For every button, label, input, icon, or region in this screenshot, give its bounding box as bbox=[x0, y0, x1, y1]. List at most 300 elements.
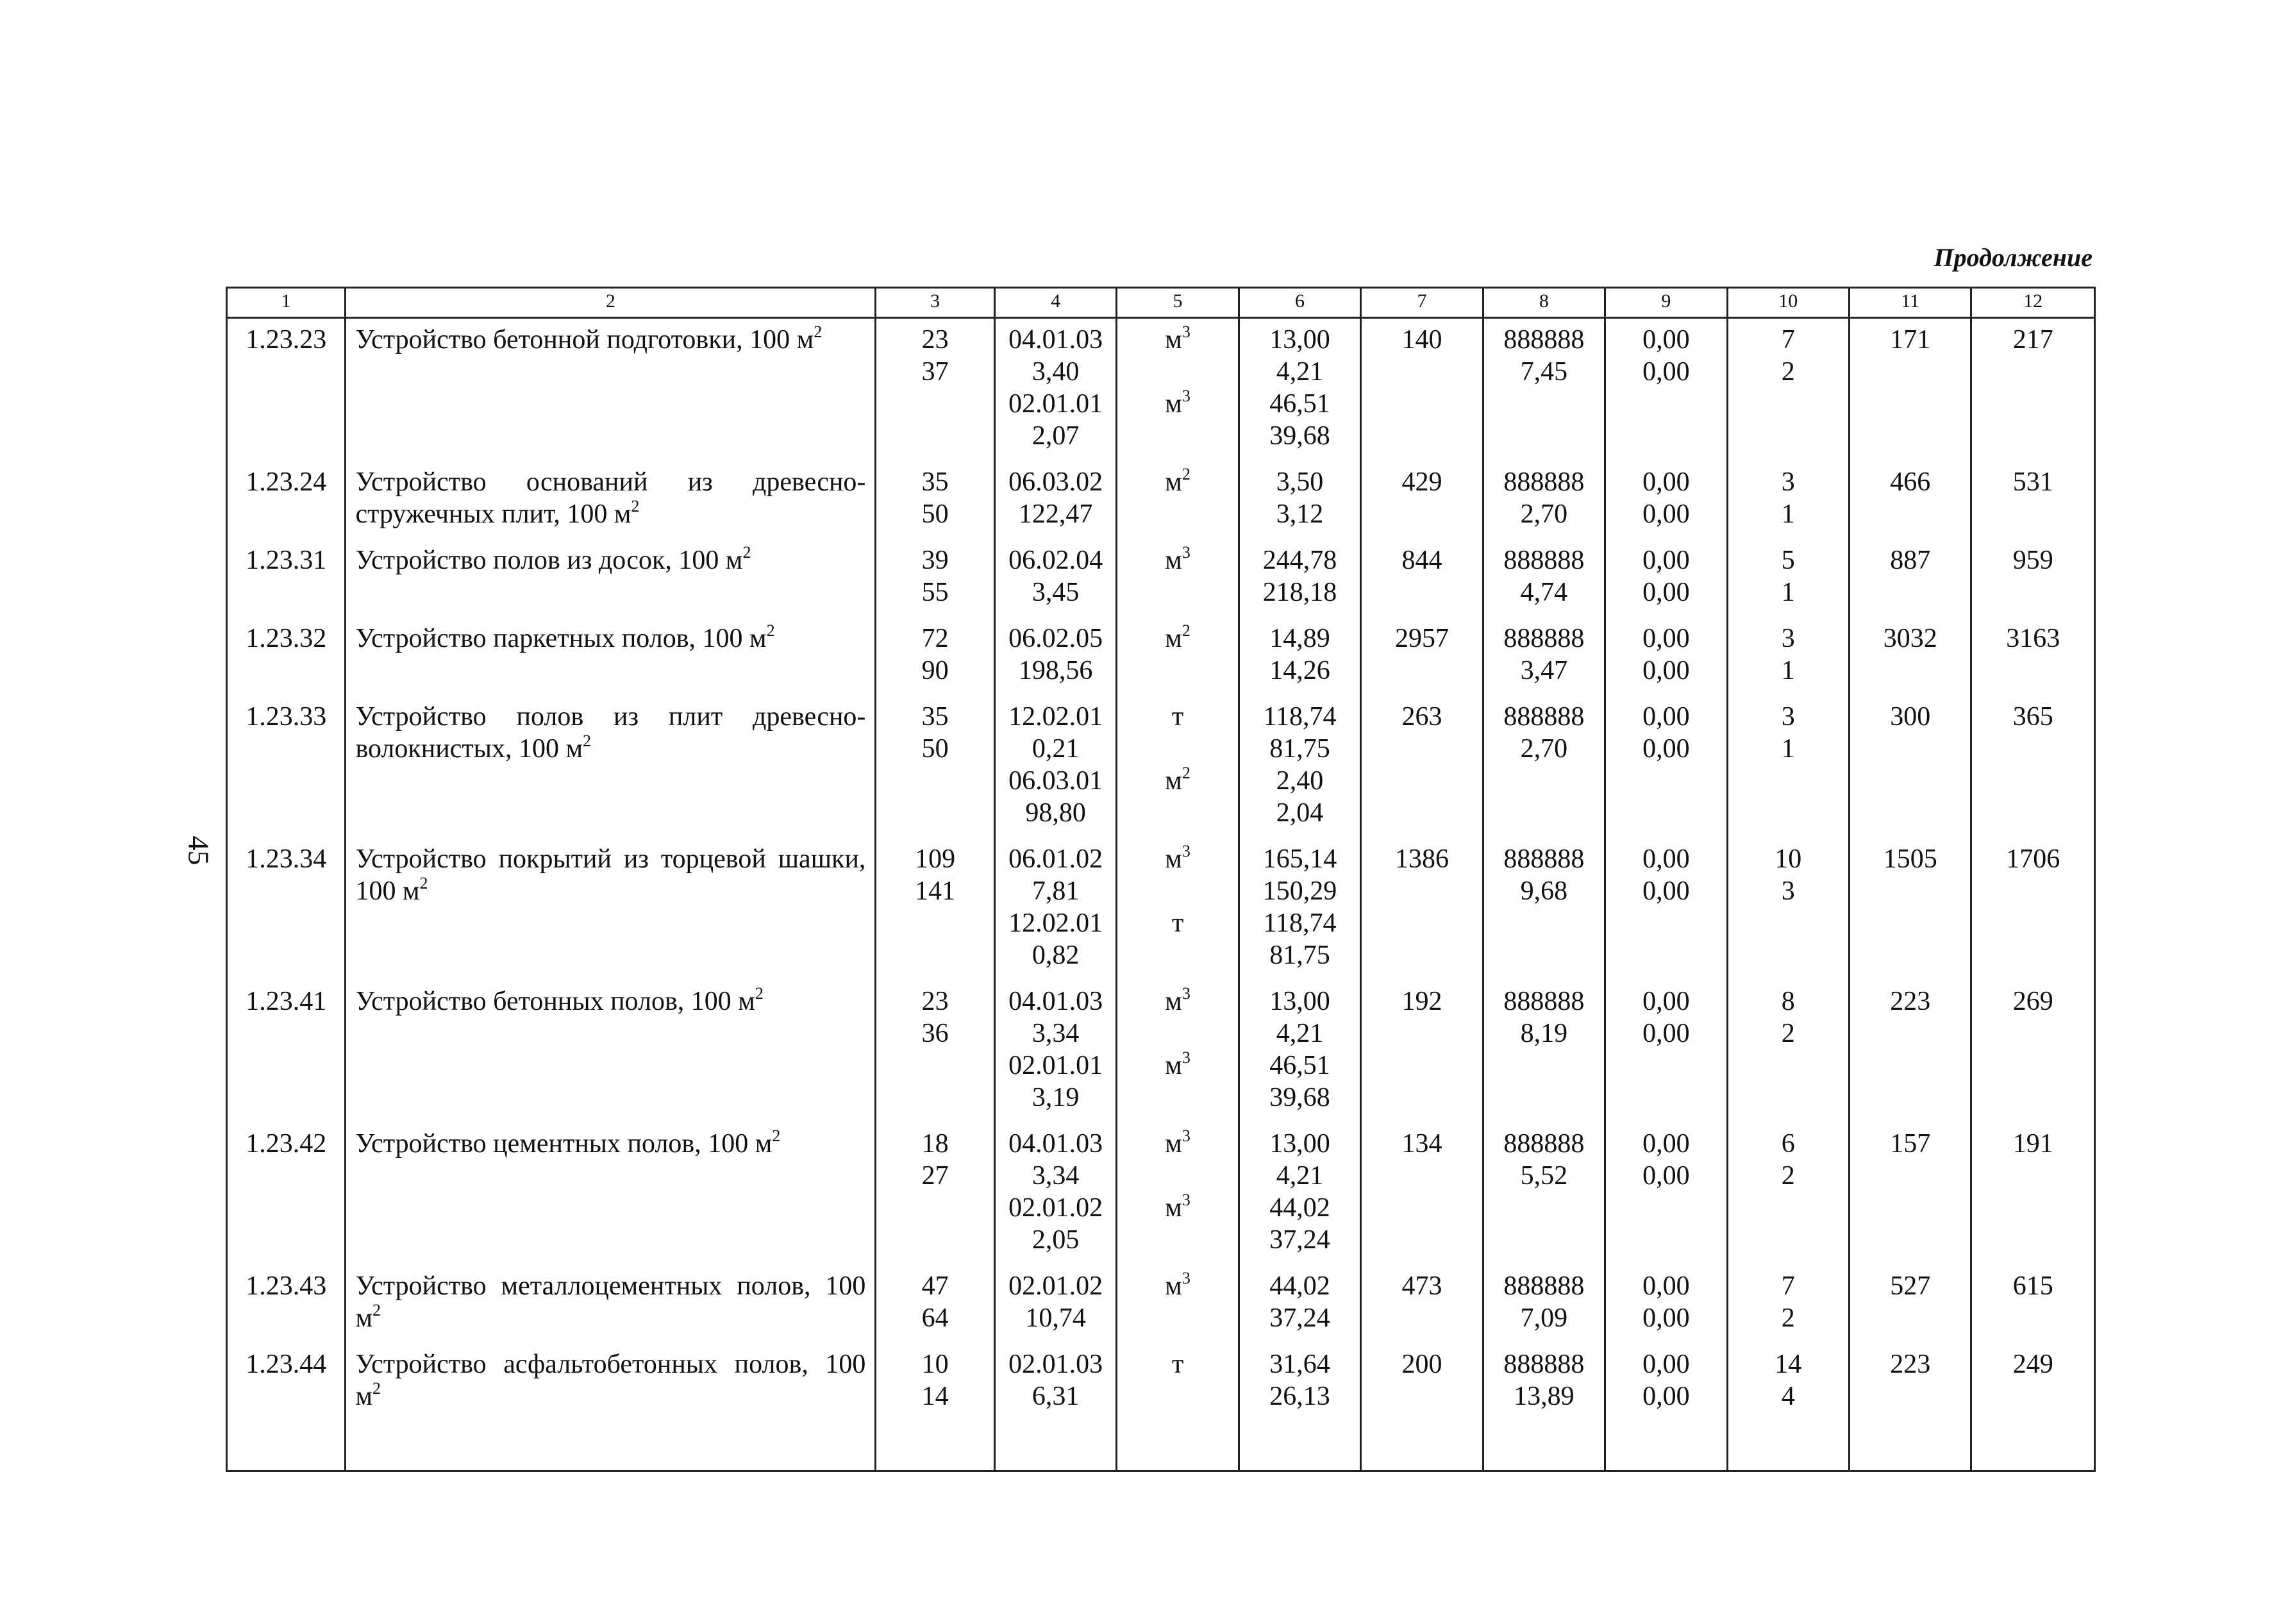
col5-units bbox=[1117, 1343, 1239, 1471]
col5-units-superscript: 2 bbox=[1182, 621, 1190, 640]
col6-values-value: 39,68 bbox=[1269, 1083, 1330, 1112]
row-name-superscript: 2 bbox=[755, 984, 764, 1003]
col8-values-line bbox=[1484, 733, 1604, 765]
col3-values-line bbox=[876, 623, 993, 655]
col4-codes bbox=[994, 461, 1116, 539]
col9-values-value: 0,00 bbox=[1642, 702, 1690, 732]
col10-values-value: 14 bbox=[1775, 1350, 1802, 1379]
col5-units-superscript: 3 bbox=[1182, 984, 1190, 1003]
col3-values-value: 90 bbox=[921, 656, 949, 685]
col3-values-line bbox=[876, 655, 993, 687]
col5-units-value: м bbox=[1165, 1051, 1182, 1080]
col5-units bbox=[1117, 696, 1239, 838]
col10-values-line bbox=[1728, 576, 1848, 608]
col6-values bbox=[1239, 1123, 1360, 1265]
col9-values bbox=[1605, 696, 1727, 838]
col10-values bbox=[1727, 838, 1849, 980]
col4-codes-line bbox=[996, 420, 1115, 452]
col4-codes-value: 10,74 bbox=[1025, 1303, 1086, 1333]
col4-codes-value: 2,07 bbox=[1032, 421, 1080, 451]
col6-values-line bbox=[1240, 324, 1360, 356]
col5-units-value: т bbox=[1171, 702, 1184, 732]
col6-values bbox=[1239, 1265, 1360, 1343]
col3-values-line bbox=[876, 701, 993, 733]
col8-values bbox=[1483, 1123, 1605, 1265]
col10-values-value: 6 bbox=[1781, 1129, 1795, 1159]
table-row bbox=[227, 838, 2095, 980]
col4-codes-value: 06.03.01 bbox=[1008, 766, 1103, 796]
col7-value: 192 bbox=[1361, 980, 1483, 1123]
col4-codes-line bbox=[996, 907, 1115, 939]
table-body bbox=[227, 318, 2095, 1471]
col9-values-value: 0,00 bbox=[1642, 1019, 1690, 1048]
col3-values-value: 14 bbox=[921, 1382, 949, 1411]
col5-units-superscript: 3 bbox=[1182, 543, 1190, 562]
col3-values-line bbox=[876, 1128, 993, 1160]
col3-values-line bbox=[876, 875, 993, 907]
column-header-3: 3 bbox=[876, 288, 994, 318]
table-row bbox=[227, 1265, 2095, 1343]
row-code: 1.23.44 bbox=[227, 1343, 346, 1471]
col5-units-value: м bbox=[1165, 389, 1182, 419]
row-name-text: Устройство асфальтобетонных полов, 100 м bbox=[355, 1350, 866, 1411]
col8-values-value: 8,19 bbox=[1520, 1019, 1568, 1048]
col4-codes-value: 02.01.01 bbox=[1008, 1051, 1103, 1080]
col6-values-line bbox=[1240, 544, 1360, 576]
col6-values bbox=[1239, 461, 1360, 539]
col5-units-value: м bbox=[1165, 1193, 1182, 1223]
col10-values-value: 3 bbox=[1781, 467, 1795, 497]
col9-values-value: 0,00 bbox=[1642, 467, 1690, 497]
col12-value: 531 bbox=[1971, 461, 2095, 539]
col5-units-superscript: 3 bbox=[1182, 1191, 1190, 1209]
col9-values-value: 0,00 bbox=[1642, 1382, 1690, 1411]
col6-values-line bbox=[1240, 1270, 1360, 1302]
col3-values-line bbox=[876, 466, 993, 498]
col12-value: 959 bbox=[1971, 539, 2095, 617]
col5-units-line bbox=[1117, 907, 1237, 939]
col7-value: 844 bbox=[1361, 539, 1483, 617]
col4-codes bbox=[994, 838, 1116, 980]
row-code: 1.23.23 bbox=[227, 318, 346, 462]
col4-codes bbox=[994, 617, 1116, 696]
col10-values-line bbox=[1728, 733, 1848, 765]
col8-values-line bbox=[1484, 843, 1604, 875]
col5-units-line bbox=[1117, 939, 1237, 971]
col9-values-line bbox=[1606, 733, 1726, 765]
col3-values-line bbox=[876, 1302, 993, 1334]
col12-value: 1706 bbox=[1971, 838, 2095, 980]
col11-value: 171 bbox=[1850, 318, 1971, 462]
row-name-text: Устройство полов из плит древесно-волокнистых, 100 м bbox=[355, 702, 866, 764]
col4-codes bbox=[994, 1265, 1116, 1343]
col5-units bbox=[1117, 539, 1239, 617]
col4-codes-value: 06.01.02 bbox=[1008, 844, 1103, 874]
col5-units bbox=[1117, 1123, 1239, 1265]
table-row bbox=[227, 539, 2095, 617]
col10-values-line bbox=[1728, 324, 1848, 356]
col10-values-line bbox=[1728, 1348, 1848, 1380]
col8-values-line bbox=[1484, 1302, 1604, 1334]
col10-values-value: 3 bbox=[1781, 624, 1795, 653]
column-header-9: 9 bbox=[1605, 288, 1727, 318]
col6-values bbox=[1239, 838, 1360, 980]
col3-values bbox=[876, 980, 994, 1123]
col3-values-value: 23 bbox=[921, 325, 949, 355]
col10-values-line bbox=[1728, 466, 1848, 498]
column-header-12: 12 bbox=[1971, 288, 2095, 318]
col4-codes-line bbox=[996, 797, 1115, 829]
col7-value: 473 bbox=[1361, 1265, 1483, 1343]
col4-codes-line bbox=[996, 1128, 1115, 1160]
col3-values-value: 23 bbox=[921, 987, 949, 1016]
col11-value: 223 bbox=[1850, 980, 1971, 1123]
col4-codes-value: 06.02.04 bbox=[1008, 546, 1103, 575]
col10-values bbox=[1727, 980, 1849, 1123]
col9-values-line bbox=[1606, 466, 1726, 498]
col8-values-line bbox=[1484, 1128, 1604, 1160]
col5-units-value: м bbox=[1165, 325, 1182, 355]
col5-units-value: м bbox=[1165, 766, 1182, 796]
col10-values-line bbox=[1728, 623, 1848, 655]
col4-codes-line bbox=[996, 576, 1115, 608]
col8-values bbox=[1483, 318, 1605, 462]
col10-values bbox=[1727, 1343, 1849, 1471]
row-name bbox=[346, 1265, 876, 1343]
col5-units-line bbox=[1117, 1348, 1237, 1380]
row-code: 1.23.31 bbox=[227, 539, 346, 617]
col11-value: 1505 bbox=[1850, 838, 1971, 980]
col7-value: 1386 bbox=[1361, 838, 1483, 980]
col11-value: 887 bbox=[1850, 539, 1971, 617]
col8-values-line bbox=[1484, 1270, 1604, 1302]
col6-values-value: 37,24 bbox=[1269, 1303, 1330, 1333]
col9-values bbox=[1605, 1123, 1727, 1265]
col8-values-line bbox=[1484, 1348, 1604, 1380]
col5-units-line bbox=[1117, 1017, 1237, 1050]
row-code: 1.23.41 bbox=[227, 980, 346, 1123]
col6-values-line bbox=[1240, 1224, 1360, 1256]
col4-codes-value: 7,81 bbox=[1032, 876, 1080, 906]
column-header-10: 10 bbox=[1727, 288, 1849, 318]
col9-values-line bbox=[1606, 1380, 1726, 1412]
col7-value: 2957 bbox=[1361, 617, 1483, 696]
col4-codes-value: 2,05 bbox=[1032, 1225, 1080, 1255]
col10-values-line bbox=[1728, 875, 1848, 907]
col4-codes-line bbox=[996, 1270, 1115, 1302]
col10-values-value: 1 bbox=[1781, 656, 1795, 685]
col6-values-value: 13,00 bbox=[1269, 325, 1330, 355]
col9-values bbox=[1605, 838, 1727, 980]
col8-values bbox=[1483, 1265, 1605, 1343]
col11-value: 527 bbox=[1850, 1265, 1971, 1343]
col6-values-line bbox=[1240, 797, 1360, 829]
col7-value: 429 bbox=[1361, 461, 1483, 539]
col6-values-value: 4,21 bbox=[1276, 1019, 1324, 1048]
col5-units-line bbox=[1117, 324, 1237, 356]
col9-values-line bbox=[1606, 1128, 1726, 1160]
col9-values bbox=[1605, 461, 1727, 539]
col10-values-line bbox=[1728, 498, 1848, 530]
col9-values bbox=[1605, 1343, 1727, 1471]
col3-values bbox=[876, 318, 994, 462]
col4-codes-line bbox=[996, 1160, 1115, 1192]
table-header bbox=[227, 288, 2095, 318]
col4-codes-line bbox=[996, 985, 1115, 1017]
row-name bbox=[346, 838, 876, 980]
row-name-text: Устройство паркетных полов, 100 м bbox=[355, 624, 767, 653]
col4-codes-value: 02.01.02 bbox=[1008, 1193, 1103, 1223]
col4-codes-value: 6,31 bbox=[1032, 1382, 1080, 1411]
col8-values-line bbox=[1484, 1160, 1604, 1192]
col6-values-line bbox=[1240, 907, 1360, 939]
col3-values-line bbox=[876, 1017, 993, 1050]
col5-units-line bbox=[1117, 1050, 1237, 1082]
col4-codes-line bbox=[996, 1082, 1115, 1114]
col9-values bbox=[1605, 318, 1727, 462]
col8-values-value: 888888 bbox=[1503, 844, 1585, 874]
row-code: 1.23.32 bbox=[227, 617, 346, 696]
col5-units-value: м bbox=[1165, 624, 1182, 653]
col3-values-line bbox=[876, 544, 993, 576]
col3-values-line bbox=[876, 1160, 993, 1192]
col10-values-line bbox=[1728, 1380, 1848, 1412]
col9-values-value: 0,00 bbox=[1642, 578, 1690, 607]
col10-values-line bbox=[1728, 356, 1848, 388]
col3-values-value: 55 bbox=[921, 578, 949, 607]
col9-values-value: 0,00 bbox=[1642, 1350, 1690, 1379]
col8-values-value: 888888 bbox=[1503, 467, 1585, 497]
col5-units-value: т bbox=[1171, 908, 1184, 938]
col6-values-line bbox=[1240, 843, 1360, 875]
col6-values-line bbox=[1240, 356, 1360, 388]
row-name bbox=[346, 617, 876, 696]
col8-values-line bbox=[1484, 324, 1604, 356]
col10-values bbox=[1727, 318, 1849, 462]
col4-codes-line bbox=[996, 1017, 1115, 1050]
col5-units-line bbox=[1117, 875, 1237, 907]
col8-values bbox=[1483, 980, 1605, 1123]
col8-values-line bbox=[1484, 1380, 1604, 1412]
col5-units-line bbox=[1117, 1302, 1237, 1334]
col10-values-line bbox=[1728, 843, 1848, 875]
col5-units-line bbox=[1117, 420, 1237, 452]
col10-values-value: 1 bbox=[1781, 578, 1795, 607]
col12-value: 3163 bbox=[1971, 617, 2095, 696]
col3-values-value: 109 bbox=[915, 844, 956, 874]
col6-values-line bbox=[1240, 875, 1360, 907]
col5-units-line bbox=[1117, 1082, 1237, 1114]
col4-codes-value: 12.02.01 bbox=[1008, 908, 1103, 938]
col5-units-superscript: 2 bbox=[1182, 764, 1190, 782]
col6-values-line bbox=[1240, 623, 1360, 655]
col4-codes-value: 12.02.01 bbox=[1008, 702, 1103, 732]
col7-value: 200 bbox=[1361, 1343, 1483, 1471]
col3-values-line bbox=[876, 985, 993, 1017]
col9-values-value: 0,00 bbox=[1642, 624, 1690, 653]
col11-value: 157 bbox=[1850, 1123, 1971, 1265]
col4-codes-value: 3,34 bbox=[1032, 1019, 1080, 1048]
row-code: 1.23.42 bbox=[227, 1123, 346, 1265]
col8-values-line bbox=[1484, 498, 1604, 530]
col8-values-line bbox=[1484, 985, 1604, 1017]
col3-values bbox=[876, 1265, 994, 1343]
col6-values-line bbox=[1240, 420, 1360, 452]
col5-units-line bbox=[1117, 576, 1237, 608]
col9-values-line bbox=[1606, 1348, 1726, 1380]
col3-values-line bbox=[876, 498, 993, 530]
col5-units-line bbox=[1117, 765, 1237, 797]
col9-values-line bbox=[1606, 576, 1726, 608]
col9-values-line bbox=[1606, 1270, 1726, 1302]
column-header-8: 8 bbox=[1483, 288, 1605, 318]
col3-values-value: 50 bbox=[921, 499, 949, 529]
col10-values-line bbox=[1728, 1160, 1848, 1192]
col5-units-line bbox=[1117, 843, 1237, 875]
col9-values-value: 0,00 bbox=[1642, 499, 1690, 529]
col3-values-value: 36 bbox=[921, 1019, 949, 1048]
col5-units-line bbox=[1117, 388, 1237, 420]
col3-values-value: 35 bbox=[921, 702, 949, 732]
col8-values bbox=[1483, 617, 1605, 696]
col4-codes-line bbox=[996, 765, 1115, 797]
col10-values-value: 2 bbox=[1781, 357, 1795, 387]
col10-values bbox=[1727, 539, 1849, 617]
col4-codes-line bbox=[996, 356, 1115, 388]
col4-codes-line bbox=[996, 655, 1115, 687]
col4-codes-line bbox=[996, 1302, 1115, 1334]
row-name bbox=[346, 539, 876, 617]
col8-values-value: 4,74 bbox=[1520, 578, 1568, 607]
col10-values-value: 3 bbox=[1781, 876, 1795, 906]
col3-values-line bbox=[876, 1270, 993, 1302]
col10-values-value: 3 bbox=[1781, 702, 1795, 732]
col6-values-line bbox=[1240, 576, 1360, 608]
table-row bbox=[227, 980, 2095, 1123]
col4-codes-line bbox=[996, 1348, 1115, 1380]
row-name-superscript: 2 bbox=[814, 322, 823, 341]
col3-values-line bbox=[876, 1380, 993, 1412]
col9-values-line bbox=[1606, 544, 1726, 576]
col6-values-value: 13,00 bbox=[1269, 1129, 1330, 1159]
col8-values-value: 888888 bbox=[1503, 546, 1585, 575]
col4-codes-value: 3,19 bbox=[1032, 1083, 1080, 1112]
col9-values-line bbox=[1606, 843, 1726, 875]
col10-values-value: 2 bbox=[1781, 1161, 1795, 1191]
col6-values-line bbox=[1240, 1017, 1360, 1050]
column-header-5: 5 bbox=[1117, 288, 1239, 318]
estimate-table bbox=[226, 287, 2096, 1472]
col9-values-line bbox=[1606, 623, 1726, 655]
column-header-1: 1 bbox=[227, 288, 346, 318]
col5-units-line bbox=[1117, 356, 1237, 388]
col9-values-value: 0,00 bbox=[1642, 987, 1690, 1016]
col11-value: 466 bbox=[1850, 461, 1971, 539]
col4-codes-line bbox=[996, 733, 1115, 765]
col8-values-value: 888888 bbox=[1503, 624, 1585, 653]
col10-values-value: 2 bbox=[1781, 1019, 1795, 1048]
col6-values-line bbox=[1240, 1050, 1360, 1082]
row-name-text: Устройство металлоцементных полов, 100 м bbox=[355, 1271, 866, 1333]
col6-values-value: 150,29 bbox=[1262, 876, 1337, 906]
col5-units-line bbox=[1117, 466, 1237, 498]
col4-codes bbox=[994, 1343, 1116, 1471]
col6-values-value: 39,68 bbox=[1269, 421, 1330, 451]
col5-units-value: м bbox=[1165, 467, 1182, 497]
col6-values-value: 3,12 bbox=[1276, 499, 1324, 529]
col6-values bbox=[1239, 318, 1360, 462]
col4-codes-line bbox=[996, 1224, 1115, 1256]
col10-values-value: 7 bbox=[1781, 325, 1795, 355]
col8-values bbox=[1483, 461, 1605, 539]
row-name-text: Устройство полов из досок, 100 м bbox=[355, 546, 743, 575]
col5-units-line bbox=[1117, 1128, 1237, 1160]
col6-values-value: 46,51 bbox=[1269, 1051, 1330, 1080]
col8-values-value: 5,52 bbox=[1520, 1161, 1568, 1191]
col5-units bbox=[1117, 1265, 1239, 1343]
column-header-11: 11 bbox=[1850, 288, 1971, 318]
col3-values-line bbox=[876, 733, 993, 765]
col5-units-line bbox=[1117, 498, 1237, 530]
col8-values bbox=[1483, 838, 1605, 980]
col5-units-superscript: 3 bbox=[1182, 1126, 1190, 1145]
col6-values-value: 3,50 bbox=[1276, 467, 1324, 497]
col5-units-line bbox=[1117, 733, 1237, 765]
col5-units-superscript: 2 bbox=[1182, 465, 1190, 483]
col8-values-line bbox=[1484, 875, 1604, 907]
col4-codes-line bbox=[996, 466, 1115, 498]
col6-values bbox=[1239, 1343, 1360, 1471]
col8-values-line bbox=[1484, 623, 1604, 655]
col5-units-superscript: 3 bbox=[1182, 1269, 1190, 1287]
col8-values bbox=[1483, 1343, 1605, 1471]
page-number: 45 bbox=[182, 835, 215, 866]
col9-values-line bbox=[1606, 655, 1726, 687]
col8-values bbox=[1483, 696, 1605, 838]
col5-units-line bbox=[1117, 1192, 1237, 1224]
col5-units-superscript: 3 bbox=[1182, 387, 1190, 405]
col4-codes-value: 04.01.03 bbox=[1008, 987, 1103, 1016]
col4-codes-value: 02.01.01 bbox=[1008, 389, 1103, 419]
col3-values-line bbox=[876, 356, 993, 388]
col8-values-value: 888888 bbox=[1503, 987, 1585, 1016]
col4-codes-line bbox=[996, 1050, 1115, 1082]
col4-codes-line bbox=[996, 324, 1115, 356]
col4-codes-value: 3,34 bbox=[1032, 1161, 1080, 1191]
col4-codes-line bbox=[996, 939, 1115, 971]
col8-values-value: 888888 bbox=[1503, 1271, 1585, 1301]
col10-values-line bbox=[1728, 701, 1848, 733]
col6-values-line bbox=[1240, 1192, 1360, 1224]
col6-values-value: 46,51 bbox=[1269, 389, 1330, 419]
col9-values-value: 0,00 bbox=[1642, 656, 1690, 685]
col8-values-value: 888888 bbox=[1503, 325, 1585, 355]
col6-values-line bbox=[1240, 1348, 1360, 1380]
col3-values-value: 141 bbox=[915, 876, 956, 906]
col5-units bbox=[1117, 318, 1239, 462]
col5-units-superscript: 3 bbox=[1182, 842, 1190, 860]
col5-units-value: т bbox=[1171, 1350, 1184, 1379]
row-name-text: Устройство покрытий из торцевой шашки, 100 м bbox=[355, 844, 866, 906]
col9-values-line bbox=[1606, 875, 1726, 907]
col3-values-value: 35 bbox=[921, 467, 949, 497]
col6-values bbox=[1239, 617, 1360, 696]
row-name-superscript: 2 bbox=[766, 621, 775, 640]
col12-value: 217 bbox=[1971, 318, 2095, 462]
col8-values-line bbox=[1484, 466, 1604, 498]
col9-values-value: 0,00 bbox=[1642, 546, 1690, 575]
col5-units-line bbox=[1117, 797, 1237, 829]
